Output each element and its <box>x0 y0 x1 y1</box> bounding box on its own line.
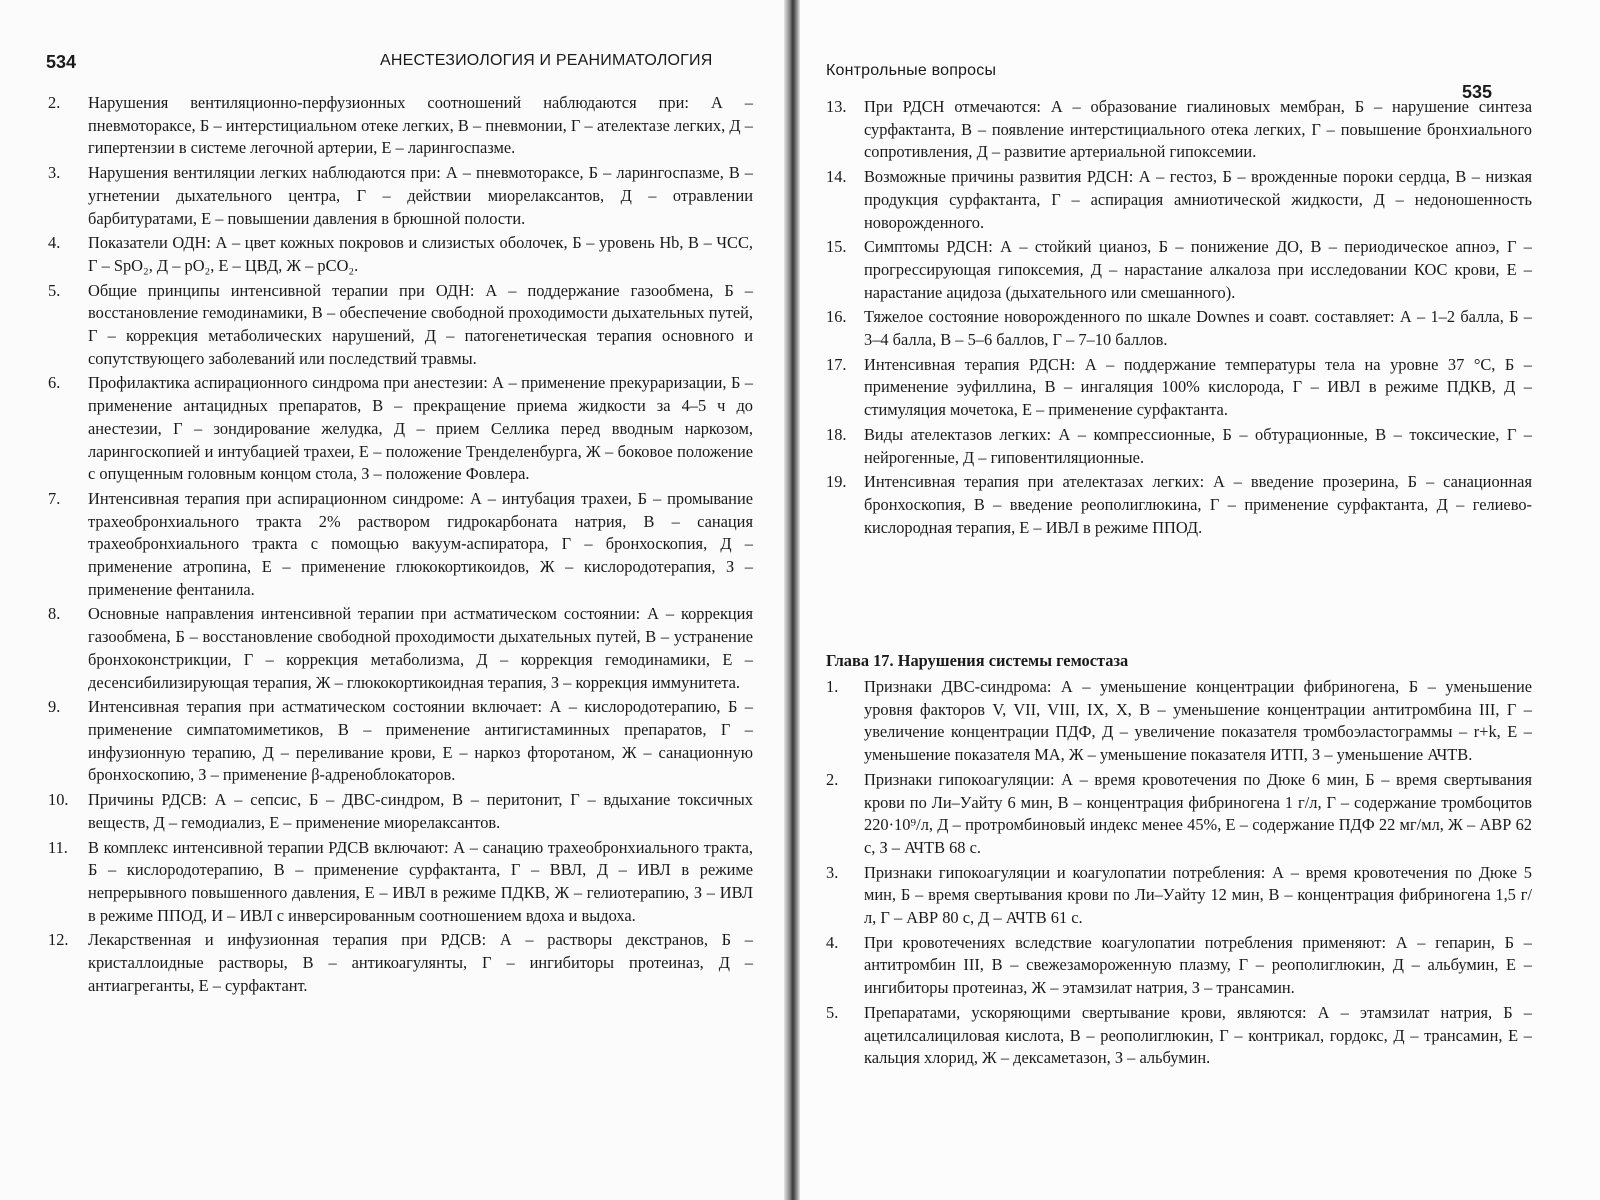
question-item <box>826 354 1532 422</box>
question-number: 5. <box>826 1002 839 1022</box>
question-item <box>48 837 753 928</box>
question-text: Признаки гипокоагуляции и коагулопатии потребления: А – время кровотечения по Дюке 5 мин, Б – время свертывания крови по Ли–Уайту 12 мин, В – концентрация фибриногена 1,5 г/л, Г – АВР 80 с, Д – АЧТВ 61 с. <box>864 862 1532 928</box>
running-head: Контрольные вопросы <box>826 62 997 79</box>
question-text: Общие принципы интенсивной терапии при ОДН: А – поддержание газообмена, Б – восстановление гемодинамики, В – обеспечение свободной проходимости дыхательных путей, Г – коррекция метаболических нарушений, Д – патогенетическая терапия основного и сопутствующего заболеваний или последствий травмы. <box>88 280 753 368</box>
question-number: 7. <box>48 488 61 508</box>
question-number: 1. <box>826 677 839 696</box>
question-item <box>826 676 1532 767</box>
question-item <box>826 769 1532 860</box>
question-number: 11. <box>48 837 68 857</box>
question-number: 18. <box>826 424 847 444</box>
question-item <box>48 789 753 834</box>
question-text: Признаки гипокоагуляции: А – время кровотечения по Дюке 6 мин, Б – время свертывания крови по Ли–Уайту 6 мин, В – концентрация фибриногена 1 г/л, Г – содержание тромбоцитов 220·10⁹/л, Д – протромбиновый индекс менее 45%, Е – содержание ПДФ 22 мг/мл, Ж – АВР 62 с, З – АЧТВ 68 с. <box>864 769 1532 857</box>
question-text: Признаки ДВС-синдрома: А – уменьшение концентрации фибриногена, Б – уменьшение уровня факторов V, VII, VIII, IX, X, В – уменьшение концентрации антитромбина III, Г – увеличение концентрации ПДФ, Д – увеличение показателя тромбоэластограммы – r+k, Е – уменьшение показателя МА, Ж – уменьшение показателя ИТП, З – уменьшение АЧТВ. <box>864 677 1532 765</box>
question-item <box>48 162 753 230</box>
page-number: 534 <box>46 52 77 72</box>
question-number: 2. <box>48 93 61 112</box>
question-number: 10. <box>48 790 69 810</box>
question-item <box>826 306 1532 351</box>
question-item <box>826 862 1532 930</box>
question-item <box>48 696 753 787</box>
question-item <box>48 488 753 602</box>
question-number: 9. <box>48 697 61 717</box>
question-text: Интенсивная терапия при аспирационном синдроме: А – интубация трахеи, Б – промывание трахеобронхиального тракта 2% раствором гидрокарбоната натрия, В – санация трахеобронхиального тракта с помощью вакуум-аспиратора, Г – бронхоскопия, Д – применение атропина, Е – применение глюкокортикоидов, Ж – кислородотерапия, З – применение фентанила. <box>88 488 753 599</box>
question-text: Интенсивная терапия при ателектазах легких: А – введение прозерина, Б – санационная бронхоскопия, В – введение реополиглюкина, Г – применение сурфактанта, Д – гелиево-кислородная терапия, Е – ИВЛ в режиме ППОД. <box>864 472 1532 537</box>
running-head: АНЕСТЕЗИОЛОГИЯ И РЕАНИМАТОЛОГИЯ <box>380 52 713 69</box>
left-page <box>0 0 786 1200</box>
question-text: Интенсивная терапия РДСН: А – поддержание температуры тела на уровне 37 °С, Б – применение эуфиллина, В – ингаляция 100% кислорода, Г – ИВЛ в режиме ПДКВ, Д – стимуляция мочетока, Е – применение сурфактанта. <box>864 354 1532 420</box>
question-number: 4. <box>826 932 839 952</box>
question-text: Симптомы РДСН: А – стойкий цианоз, Б – понижение ДО, В – периодическое апноэ, Г – прогрессирующая гипоксемия, Д – нарастание алкалоза при исследовании КОС крови, Е – нарастание ацидоза (дыхательного или смешанного). <box>864 237 1532 302</box>
question-number: 16. <box>826 307 847 327</box>
question-number: 6. <box>48 373 61 393</box>
question-item <box>826 932 1532 1000</box>
question-text: Виды ателектазов легких: А – компрессионные, Б – обтурационные, В – токсические, Г – нейрогенные, Д – гиповентиляционные. <box>864 424 1532 467</box>
question-item <box>826 96 1532 164</box>
question-text: Лекарственная и инфузионная терапия при РДСВ: А – растворы декстранов, Б – кристаллоидные растворы, В – антикоагулянты, Г – ингибиторы протеиназ, Д – антиагреганты, Е – сурфактант. <box>88 930 753 995</box>
question-item <box>48 232 753 277</box>
book-gutter <box>784 0 800 1200</box>
question-number: 12. <box>48 930 69 950</box>
question-item <box>826 424 1532 469</box>
question-item <box>826 166 1532 234</box>
question-number: 17. <box>826 354 847 374</box>
question-list <box>826 96 1532 541</box>
question-text: Профилактика аспирационного синдрома при анестезии: А – применение прекураризации, Б – применение антацидных препаратов, В – прекращение приема жидкости за 4–5 ч до анестезии, Г – зондирование желудка, Д – прием Селлика перед вводным наркозом, ларингоскопией и интубацией трахеи, Е – положение Тренделенбурга, Ж – боковое положение с опущенным головным концом стола, З – положение Фовлера. <box>88 373 753 484</box>
question-item <box>48 372 753 486</box>
question-number: 5. <box>48 280 61 300</box>
question-number: 14. <box>826 167 847 187</box>
question-item <box>48 280 753 371</box>
question-number: 2. <box>826 769 839 789</box>
question-number: 13. <box>826 97 847 116</box>
question-number: 4. <box>48 233 61 253</box>
question-text: При РДСН отмечаются: А – образование гиалиновых мембран, Б – нарушение синтеза сурфактанта, В – появление интерстициального отека легких, Г – повышение бронхиального сопротивления, Д – развитие артериальной гипоксемии. <box>864 97 1532 162</box>
question-item <box>48 92 753 160</box>
question-item <box>826 471 1532 539</box>
question-number: 3. <box>48 163 61 183</box>
right-page <box>800 0 1600 1200</box>
question-text: Причины РДСВ: А – сепсис, Б – ДВС-синдром, В – перитонит, Г – вдыхание токсичных веществ, Д – гемодиализ, Е – применение миорелаксантов. <box>88 790 753 832</box>
chapter-title: Глава 17. Нарушения системы гемостаза <box>826 651 1129 670</box>
question-item <box>48 929 753 997</box>
question-list <box>48 92 753 999</box>
question-text: Интенсивная терапия при астматическом состоянии включает: А – кислородотерапию, Б – применение симпатомиметиков, В – применение антигистаминных препаратов, Г – инфузионную терапию, Д – переливание крови, Е – наркоз фторотаном, Ж – санационную бронхоскопию, З – применение β-адреноблокаторов. <box>88 697 753 785</box>
question-item <box>826 1002 1532 1070</box>
question-text: Основные направления интенсивной терапии при астматическом состоянии: А – коррекция газообмена, Б – восстановление свободной проходимости дыхательных путей, В – устранение бронхоконстрикции, Г – коррекция метаболизма, Д – коррекция гемодинамики, Е – десенсибилизирующая терапия, Ж – глюкокортикоидная терапия, З – коррекция иммунитета. <box>88 604 753 692</box>
question-item <box>48 603 753 694</box>
question-text: Показатели ОДН: А – цвет кожных покровов и слизистых оболочек, Б – уровень Hb, В – ЧСС, Г – SpO₂, Д – pO₂, Е – ЦВД, Ж – pCO₂. <box>88 233 753 275</box>
question-text: Возможные причины развития РДСН: А – гестоз, Б – врожденные пороки сердца, В – низкая продукция сурфактанта, Г – аспирация амниотической жидкости, Д – недоношенность новорожденного. <box>864 167 1532 232</box>
question-number: 15. <box>826 237 847 257</box>
page-number: 535 <box>1462 82 1493 102</box>
question-number: 8. <box>48 604 61 624</box>
question-text: При кровотечениях вследствие коагулопатии потребления применяют: А – гепарин, Б – антитромбин III, В – свежезамороженную плазму, Г – реополиглюкин, Д – альбумин, Е – ингибиторы протеиназ, Ж – этамзилат натрия, З – трансамин. <box>864 932 1532 998</box>
question-text: Препаратами, ускоряющими свертывание крови, являются: А – этамзилат натрия, Б – ацетилсалициловая кислота, В – реополиглюкин, Г – контрикал, гордокс, Д – трансамин, Е – кальция хлорид, Ж – дексаметазон, З – альбумин. <box>864 1002 1532 1068</box>
question-text: Нарушения вентиляции легких наблюдаются при: А – пневмотораксе, Б – ларингоспазме, В – угнетении дыхательного центра, Г – действии миорелаксантов, Д – отравлении барбитуратами, Е – повышении давления в брюшной полости. <box>88 163 753 228</box>
question-text: Тяжелое состояние новорожденного по шкале Downes и соавт. составляет: А – 1–2 балла, Б – 3–4 балла, В – 5–6 баллов, Г – 7–10 баллов. <box>864 307 1532 350</box>
question-number: 3. <box>826 862 839 882</box>
question-item <box>826 236 1532 304</box>
question-text: Нарушения вентиляционно-перфузионных соотношений наблюдаются при: А – пневмотораксе, Б – интерстициальном отеке легких, В – пневмонии, Г – ателектазе легких, Д – гипертензии в системе легочной артерии, Е – ларингоспазме. <box>88 93 753 158</box>
chapter-question-list <box>826 676 1532 1072</box>
question-text: В комплекс интенсивной терапии РДСВ включают: А – санацию трахеобронхиального тракта, Б – кислородотерапию, В – применение сурфактанта, Г – ВВЛ, Д – ИВЛ в режиме непрерывного повышенного давления, Е – ИВЛ в режиме ПДКВ, Ж – гелиотерапию, З – ИВЛ в режиме ППОД, И – ИВЛ с инверсированным соотношением вдоха и выдоха. <box>88 837 753 925</box>
question-number: 19. <box>826 472 847 492</box>
